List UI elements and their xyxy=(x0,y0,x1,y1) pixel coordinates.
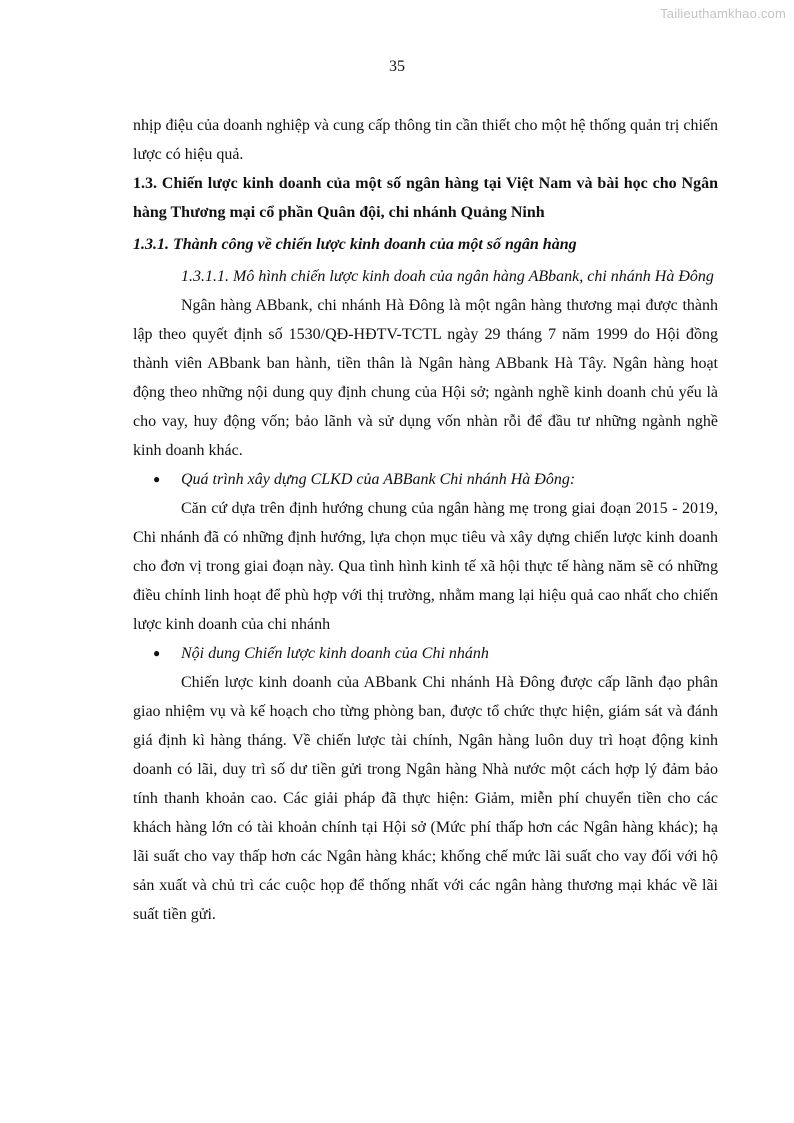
sub-subsection-heading: 1.3.1.1. Mô hình chiến lược kinh doah của ngân hàng ABbank, chi nhánh Hà Đông xyxy=(181,268,714,285)
document-body xyxy=(133,111,718,929)
paragraph-process: Căn cứ dựa trên định hướng chung của ngân hàng mẹ trong giai đoạn 2015 - 2019, Chi nhánh đã có những định hướng, lựa chọn mục tiêu và xây dựng chiến lược kinh doanh cho đơn vị trong giai đoạn này. Qua tình hình kinh tế xã hội thực tế hàng năm sẽ có những điều chỉnh linh hoạt để phù hợp với thị trường, nhằm mang lại hiệu quả cao nhất cho chiến lược kinh doanh của chi nhánh xyxy=(133,500,718,633)
paragraph-strategy-content: Chiến lược kinh doanh của ABbank Chi nhánh Hà Đông được cấp lãnh đạo phân giao nhiệm vụ và kế hoạch cho từng phòng ban, được tổ chức thực hiện, giám sát và đánh giá định kì hàng tháng. Về chiến lược tài chính, Ngân hàng luôn duy trì hoạt động kinh doanh có lãi, duy trì số dư tiền gửi trong Ngân hàng Nhà nước một cách hợp lý đảm bảo tính thanh khoản cao. Các giải pháp đã thực hiện: Giảm, miễn phí chuyển tiền cho các khách hàng lớn có tài khoản chính tại Hội sở (Mức phí thấp hơn các Ngân hàng khác); hạ lãi suất cho vay thấp hơn các Ngân hàng khác; khống chế mức lãi suất cho vay đối với hộ sản xuất và chủ trì các cuộc họp để thống nhất với các ngân hàng thương mại khác về lãi suất tiền gửi. xyxy=(133,674,718,923)
bullet-item-content xyxy=(133,639,718,668)
bullet-item-process xyxy=(133,465,718,494)
paragraph-abbank-intro: Ngân hàng ABbank, chi nhánh Hà Đông là một ngân hàng thương mại được thành lập theo quyết định số 1530/QĐ-HĐTV-TCTL ngày 29 tháng 7 năm 1999 do Hội đồng thành viên ABbank ban hành, tiền thân là Ngân hàng ABbank Hà Tây. Ngân hàng hoạt động theo những nội dung quy định chung của Hội sở; ngành nghề kinh doanh chủ yếu là cho vay, huy động vốn; bảo lãnh và sử dụng vốn nhàn rỗi để đầu tư những ngành nghề kinh doanh khác. xyxy=(133,297,718,459)
bullet-text: Nội dung Chiến lược kinh doanh của Chi nhánh xyxy=(181,645,489,662)
subsection-heading: 1.3.1. Thành công về chiến lược kinh doanh của một số ngân hàng xyxy=(133,236,577,253)
bullet-dot-icon: ● xyxy=(153,646,161,660)
watermark: Tailieuthamkhao.com xyxy=(660,6,786,21)
paragraph-continuation: nhịp điệu của doanh nghiệp và cung cấp thông tin cần thiết cho một hệ thống quản trị chiến lược có hiệu quả. xyxy=(133,117,718,163)
section-heading: 1.3. Chiến lược kinh doanh của một số ngân hàng tại Việt Nam và bài học cho Ngân hàng Thương mại cổ phần Quân đội, chi nhánh Quảng Ninh xyxy=(133,175,718,221)
bullet-text: Quá trình xây dựng CLKD của ABBank Chi nhánh Hà Đông: xyxy=(181,471,576,488)
page-number: 35 xyxy=(389,58,405,75)
bullet-dot-icon: ● xyxy=(153,472,161,486)
